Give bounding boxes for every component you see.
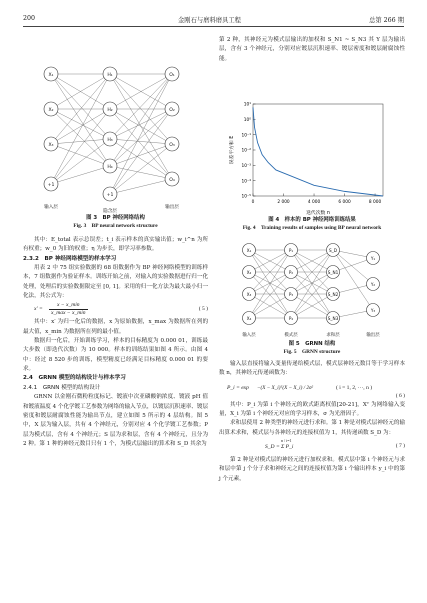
equation-5-lhs: x′ = [34,306,43,313]
s-node-label: S_N2 [327,292,339,297]
figure-3-caption [23,214,208,230]
equation-6-number: ( 6 ) [395,392,405,399]
s-node-label: S_N1 [327,270,339,275]
paragraph-where: 其中：E_total 表示总误差；t_i 表示样本的真实输出值；w_i^n 为所有权重；w_0 为旧的权重；η 为步长，即学习率参数。 [23,237,208,253]
y-node-label: Y₂ [370,282,376,287]
figure-3-caption-en: Fig. 3 BP neural network structure [73,223,158,229]
x-tick-label: 6 000 [338,200,351,205]
output-layer-label: 输出层 [165,205,179,210]
equation-7 [219,438,405,456]
bias-node-label: +1 [106,193,114,198]
p-node-label: P₁ [288,248,294,253]
issue-number: 总第 266 期 [369,17,404,24]
x-tick-label: 0 [251,200,255,205]
x-node-label: X₁ [246,248,252,253]
running-header [23,14,404,27]
input-node-label: X₁ [48,73,54,78]
p-node-label: P₃ [288,292,294,297]
paragraph-weighted-sum: 第 2 种是对模式层的神经元进行加权求和。模式层中第 i 个神经元与求和层中第 j 个分子求和神经元之间的连接权值为第 i 个输出样本 y_i 中的第 j 个元素， [219,457,405,482]
input-node-label: X₃ [48,143,54,148]
input-layer-label: 输入层 [44,205,58,210]
x-node-label: X₄ [246,316,252,321]
output-node-label: O₁ [169,73,175,78]
y-tick-label: 10⁻¹ [241,133,251,139]
right-column-text [219,360,405,484]
journal-name: 金刚石与磨料磨具工程 [178,17,241,24]
x-axis-ticks [252,194,382,206]
y-tick-label: 10⁻⁴ [241,179,251,185]
paragraph-summation: 求和层使用 2 种类型的神经元进行求和。第 1 种是对模式层神经元的输出算术求和，模式层与各神经元的连接权值为 1，其传递函数 S_D 为： [219,420,405,436]
training-error-line [253,107,383,196]
equation-7-lhs: S_D = [265,444,280,451]
x-axis-label: 迭代次数 n [306,211,330,216]
bp-network-diagram [23,44,208,216]
y-tick-label: 10⁻⁵ [241,194,251,200]
paragraph-sample-learning: 用表 2 中 75 组实验数据的 68 组数据作为 BP 神经网络模型的训练样本，7 组数据作为验证样本。训练开始之前，对输入的实验数据进行归一化处理，处理后的实验数据限定至 [0, 1]。采用的归一化方法为最大最小归一化法，其公式为： [23,265,208,300]
bias-node-label: +1 [47,183,55,188]
figure-5 [219,238,405,342]
equation-6 [219,379,405,399]
y-node-label: Y₁ [370,256,376,261]
figure-5-caption [219,340,405,356]
sum-layer-label: 求和层 [326,333,340,338]
y-tick-label: 10¹ [243,102,251,108]
equation-6-body: −(X − X_i)ᵀ(X − X_i) / 2σ² [257,384,314,391]
input-node-label: X₂ [48,108,54,113]
equation-6-lhs: P_i = exp [227,384,249,391]
paragraph-continuation: 第 2 种，其神经元为模式层输出的加权和 S_N1 ~ S_N3 其 Y 层为输出层，含有 3 个神经元，分别对应镀层沉积速率、镀层密度和镀层耐腐蚀性能。 [219,37,405,62]
paragraph-grnn-structure: GRNN 以金刚石微粉粒度标记、镀液中次亚磷酸钠浓度、镀液 pH 值和镀液温度 4 个化学镀工艺参数为网络的输入节点，以镀层沉积速率、镀层密度和镀层耐腐蚀性能为输出节点，建立如图 5 所示的 4 层结构。图 5 中，X 层为输入层，共有 4 个神经元，分别对应 4 个化学镀工艺参数；P 层为模式层，含有 4 个神经元；S 层为求和层，含有 4 个神经元，且分为 2 种。第 1 种的神经元数目只有 1 个，为模式层输出的算术和 S_D 其余为 [23,394,208,447]
right-column-top-text [219,36,405,64]
y-tick-label: 10⁻³ [241,163,251,169]
grnn-diagram [219,238,405,342]
s-node-label: S_D [329,248,337,253]
paragraph-eq6-explanation: 其中：P_i 为第 i 个神经元的欧式距离权值[20-21]，Xᵀ 为网络输入变量，X_i 为第 i 个神经元对应的学习样本，σ 为光滑因子。 [219,401,405,418]
pattern-layer-label: 模式层 [284,333,298,338]
x-node-label: X₃ [246,292,252,297]
section-2-4-1-heading: 2.4.1 GRNN 模型的结构设计 [23,384,101,391]
x-tick-label: 4 000 [307,200,321,205]
section-2-3-2-heading: 2.3.2 BP 神经网络模型的样本学习 [23,255,117,262]
figure-4-caption-cn: 图 4 样本的 BP 神经网络训练结果 [268,217,356,223]
figure-5-caption-cn: 图 5 GRNN 结构 [288,341,336,347]
p-node-label: P₂ [288,270,294,275]
hidden-node-label: H₃ [107,138,113,143]
equation-7-number: ( 7 ) [395,443,405,450]
figure-3-caption-cn: 图 3 BP 神经网络结构 [86,215,145,221]
equation-5-number: ( 5 ) [198,306,208,313]
equation-6-range: ( i = 1, 2, ···, n ) [336,384,373,391]
hidden-node-label: H₁ [107,73,113,78]
figure-3 [23,44,208,216]
left-column-text [23,236,208,449]
y-axis-label: 误差平方和 E [230,135,235,165]
x-tick-label: 2 000 [277,200,290,205]
y-node-label: Y₃ [370,308,376,313]
equation-7-body: Σ P_i [281,444,294,451]
y-tick-label: 10⁰ [243,117,251,123]
equation-5-denominator: x_max − x_min [51,310,86,317]
figure-4-caption [219,216,405,232]
paragraph-training: 数据归一化后，开始训练学习，样本的目标精度为 0.000 01，训练最大步数（即迭代次数）为 10 000。样本的训练结果如图 4 所示。由图 4 中：经过 8 520 步的训练，模型精度已经满足目标精度 0.000 01 的要求。 [23,338,208,373]
s-node-label: S_N3 [327,316,339,321]
output-node-label: O₄ [169,178,175,183]
plot-frame [253,104,383,196]
equation-7-limits: n / i=1 [281,438,292,444]
figure-5-caption-en: Fig. 5 GRNN structure [283,349,341,355]
output-node-label: O₂ [169,108,175,113]
input-layer-label: 输入层 [242,333,256,338]
paragraph-input-layer: 输入层直接将输入变量传递给模式层，模式层神经元数目等于学习样本数 n，其神经元传递函数为： [219,361,405,377]
equation-5 [23,301,208,318]
output-layer-label: 输出层 [366,333,380,338]
equation-5-numerator: x − x_min [49,302,88,310]
output-node-label: O₃ [169,143,175,148]
equation-5-fraction [49,302,88,317]
hidden-layer-label: 隐含层 [103,209,117,214]
x-node-label: X₂ [246,270,252,275]
page-number: 200 [23,15,36,22]
figure-4-caption-en: Fig. 4 Training results of samples using BP neural network [242,225,382,231]
training-curve-chart [219,66,405,220]
hidden-node-label: H₄ [107,165,113,170]
section-2-4-heading: 2.4 GRNN 模型的结构设计与样本学习 [23,375,126,382]
hidden-node-label: H₂ [107,108,113,113]
figure-4 [219,66,405,220]
paragraph-eq5-explanation: 其中：x′ 为归一化后的数据，x 为原始数据，x_max 为数据所在列的最大值，x_min 为数据所在列的最小值。 [23,319,208,335]
p-node-label: P₄ [288,316,294,321]
y-tick-label: 10⁻² [241,148,251,154]
x-tick-label: 8 000 [368,200,382,205]
